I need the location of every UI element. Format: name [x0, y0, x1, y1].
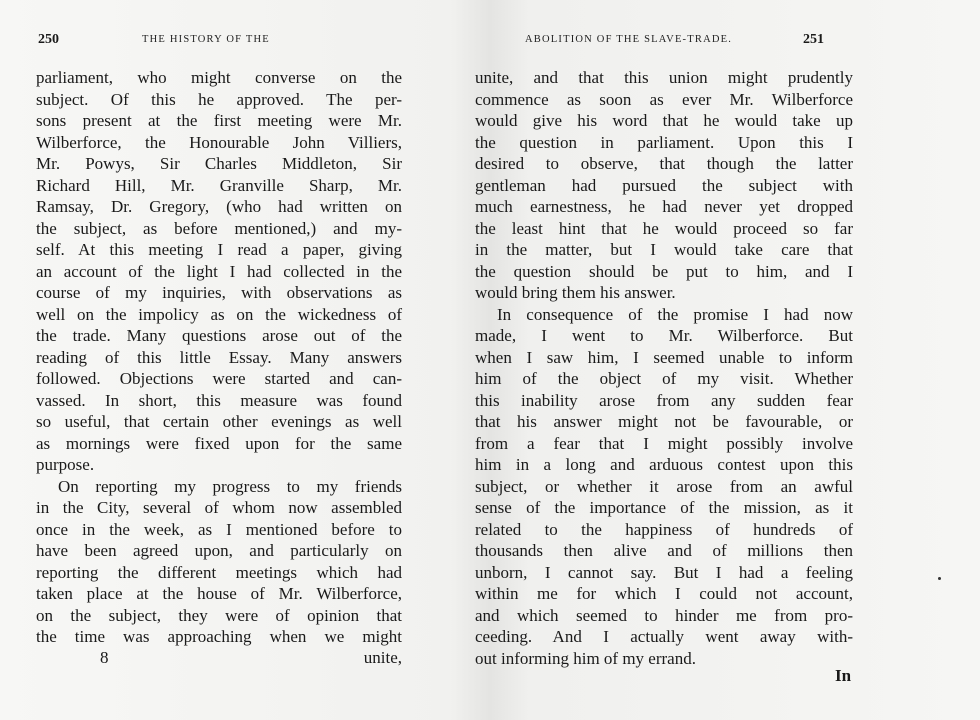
text-line: related to the happiness of hundreds of	[475, 519, 853, 539]
text-line: once in the week, as I mentioned before to	[36, 519, 402, 539]
text-line: commence as soon as ever Mr. Wilberforce	[475, 89, 853, 109]
text-line: that his answer might not be favourable, or	[475, 412, 853, 431]
print-speck	[938, 577, 941, 580]
left-page	[0, 0, 470, 720]
text-line: would give his word that he would take up	[475, 111, 853, 130]
text-line: on the subject, they were of opinion that	[36, 605, 402, 625]
text-line: out informing him of my errand.	[475, 648, 696, 668]
text-line: taken place at the house of Mr. Wilberforce,	[36, 584, 402, 603]
text-line: when I saw him, I seemed unable to inform	[475, 347, 853, 367]
text-line: in the City, several of whom now assembled	[36, 498, 402, 517]
signature-mark: 8	[100, 648, 109, 667]
text-line: as mornings were fixed upon for the same	[36, 433, 402, 453]
text-line: made, I went to Mr. Wilberforce. But	[475, 326, 853, 345]
text-line: Mr. Powys, Sir Charles Middleton, Sir	[36, 154, 402, 173]
text-line: subject. Of this he approved. The per-	[36, 89, 402, 109]
text-line: followed. Objections were started and can-	[36, 369, 402, 388]
text-line: in the matter, but I would take care that	[475, 240, 853, 259]
text-line: him in a long and arduous contest upon this	[475, 455, 853, 474]
left-page-number: 250	[38, 32, 59, 47]
text-line: vassed. In short, this measure was found	[36, 390, 402, 410]
text-line: In consequence of the promise I had now	[497, 304, 853, 324]
text-line: the subject, as before mentioned,) and my-	[36, 218, 402, 238]
text-line: parliament, who might converse on the	[36, 68, 402, 87]
text-line: unborn, I cannot say. But I had a feeling	[475, 562, 853, 582]
left-running-head: THE HISTORY OF THE	[142, 34, 270, 45]
text-line: from a fear that I might possibly involve	[475, 433, 853, 453]
right-page-number: 251	[803, 32, 824, 47]
text-line: Wilberforce, the Honourable John Villiers,	[36, 132, 402, 152]
text-line: desired to observe, that though the latter	[475, 154, 853, 173]
right-catchword: In	[835, 666, 852, 685]
text-line: gentleman had pursued the subject with	[475, 175, 853, 195]
text-line: Ramsay, Dr. Gregory, (who had written on	[36, 197, 402, 216]
text-line: subject, or whether it arose from an awful	[475, 476, 853, 496]
text-line: the question should be put to him, and I	[475, 261, 853, 281]
text-line: much earnestness, he had never yet dropped	[475, 197, 853, 216]
text-line: would bring them his answer.	[475, 283, 676, 302]
text-line: reporting the different meetings which had	[36, 562, 402, 582]
left-body-text	[36, 67, 402, 648]
text-line: an account of the light I had collected in the	[36, 261, 402, 281]
text-line: thousands then alive and of millions then	[475, 541, 853, 560]
text-line: him of the object of my visit. Whether	[475, 369, 853, 388]
text-line: the question in parliament. Upon this I	[475, 132, 853, 152]
right-page	[470, 0, 980, 720]
text-line: have been agreed upon, and particularly on	[36, 541, 402, 560]
text-line: ceeding. And I actually went away with-	[475, 627, 853, 646]
right-running-head: ABOLITION OF THE SLAVE-TRADE.	[525, 34, 733, 45]
text-line: within me for which I could not account,	[475, 584, 853, 603]
text-line: the time was approaching when we might	[36, 627, 402, 646]
text-line: Richard Hill, Mr. Granville Sharp, Mr.	[36, 175, 402, 195]
text-line: On reporting my progress to my friends	[58, 476, 402, 496]
text-line: course of my inquiries, with observations as	[36, 283, 402, 302]
left-catchword: unite,	[363, 648, 402, 667]
text-line: self. At this meeting I read a paper, giving	[36, 240, 402, 259]
text-line: so useful, that certain other evenings as well	[36, 412, 402, 431]
text-line: sense of the importance of the mission, as it	[475, 498, 853, 517]
text-line: and which seemed to hinder me from pro-	[475, 605, 853, 625]
text-line: purpose.	[36, 455, 95, 474]
text-line: reading of this little Essay. Many answers	[36, 347, 402, 367]
text-line: well on the impolicy as on the wickedness of	[36, 304, 402, 324]
text-line: unite, and that this union might prudently	[475, 68, 853, 87]
right-body-text	[475, 67, 853, 669]
text-line: this inability arose from any sudden fear	[475, 390, 853, 410]
text-line: the trade. Many questions arose out of the	[36, 326, 402, 345]
text-line: the least hint that he would proceed so far	[475, 218, 853, 238]
text-line: sons present at the first meeting were Mr.	[36, 111, 402, 130]
